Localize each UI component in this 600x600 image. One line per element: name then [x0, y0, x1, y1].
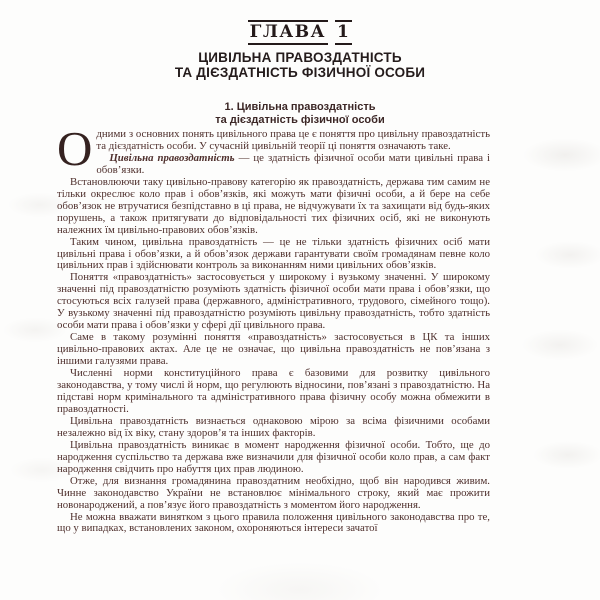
paragraph: Одними з основних понять цивільного права це є поняття про цивільну правоздатність та дієздатність особи. У сучасній цивільній теорії ці поняття означають таке. — [57, 121, 490, 176]
drop-cap: О — [57, 121, 93, 176]
body-paragraphs — [57, 121, 491, 535]
chapter-title-line2: ТА ДІЄЗДАТНІСТЬ ФІЗИЧНОЇ ОСОБИ — [174, 65, 426, 80]
paragraph: Отже, для визнання громадянина правоздатним необхідно, щоб він народився живим. Чинне законодавство України не встановлює мінімального строку, який має прожити новонароджений, а пов’язує його правоздатність з моментом його народження. — [57, 474, 490, 511]
paragraph: Цивільна правоздатність визнається однаковою мірою за всіма фізичними особами незалежно від їх віку, стану здоров’я та інших факторів. — [57, 414, 490, 439]
paragraph: Цивільна правоздатність — це здатність фізичної особи мати цивільні права і обов’язки. — [96, 151, 491, 176]
paragraph: Цивільна правоздатність виникає в момент народження фізичної особи. Тобто, ще до народження суспільство та держава вже визначили для фізичної особи коло прав, а сам факт народження свідчить про набуття цих прав людиною. — [57, 438, 490, 475]
paragraph: Таким чином, цивільна правоздатність — це не тільки здатність фізичних осіб мати цивільні права і обов’язки, а й обов’язок держави гарантувати своїм громадянам певне коло цивільних прав і здійснювати контроль за виконанням ними цивільних обов’язків. — [57, 235, 490, 272]
paragraph: Не можна вважати винятком з цього правила положення цивільного законодавства про те, що у випадках, встановлених законом, охороняються інтереси зачатої — [57, 510, 490, 535]
page-header — [0, 0, 600, 126]
chapter-heading — [0, 20, 600, 45]
paragraph: Численні норми конституційного права є базовими для розвитку цивільного законодавства, у тому числі й норм, що регулюють відносини, пов’язані з правоздатністю. На підставі норм кримінального та адміністративного права фізичну особу можна обмежити в правоздатності. — [57, 367, 490, 415]
chapter-title-line1: ЦИВІЛЬНА ПРАВОЗДАТНІСТЬ — [198, 50, 402, 65]
chapter-title — [0, 50, 600, 80]
section-heading-line2: та дієздатність фізичної особи — [215, 113, 385, 126]
paragraph: Саме в такому розумінні поняття «правоздатність» застосовується в ЦК та інших цивільно-правових актах. Але це не означає, що цивільна правоздатність не пов’язана з іншими галузями права. — [57, 331, 490, 368]
paragraph: Встановлюючи таку цивільно-правову категорію як правоздатність, держава тим самим не тільки окреслює коло прав і обов’язків, які можуть мати фізичні особи, а й бере на себе обов’язок не втручатися безпідставно в ці права, не відчужувати їх та захищати від будь-яких порушень, а також притягувати до відповідальності тих фізичних осіб, які не виконують належних їм цивільно-правових обов’язків. — [57, 175, 490, 236]
chapter-number: 1 — [335, 20, 352, 45]
chapter-word: ГЛАВА — [248, 20, 328, 45]
section-heading-line1: 1. Цивільна правоздатність — [224, 101, 376, 113]
paragraph: Поняття «правоздатність» застосовується у широкому і вузькому значенні. У широкому значенні під правоздатністю розуміють здатність фізичної особи мати права і обов’язки, що стосуються всіх галузей права (державного, адміністративного, трудового, сімейного тощо). У вузькому значенні під правоздатністю розуміють цивільну правоздатність, тобто здатність особи мати права і обов’язки у сфері дії цивільного права. — [57, 271, 490, 332]
term-lead: Цивільна правоздатність — [109, 151, 235, 164]
